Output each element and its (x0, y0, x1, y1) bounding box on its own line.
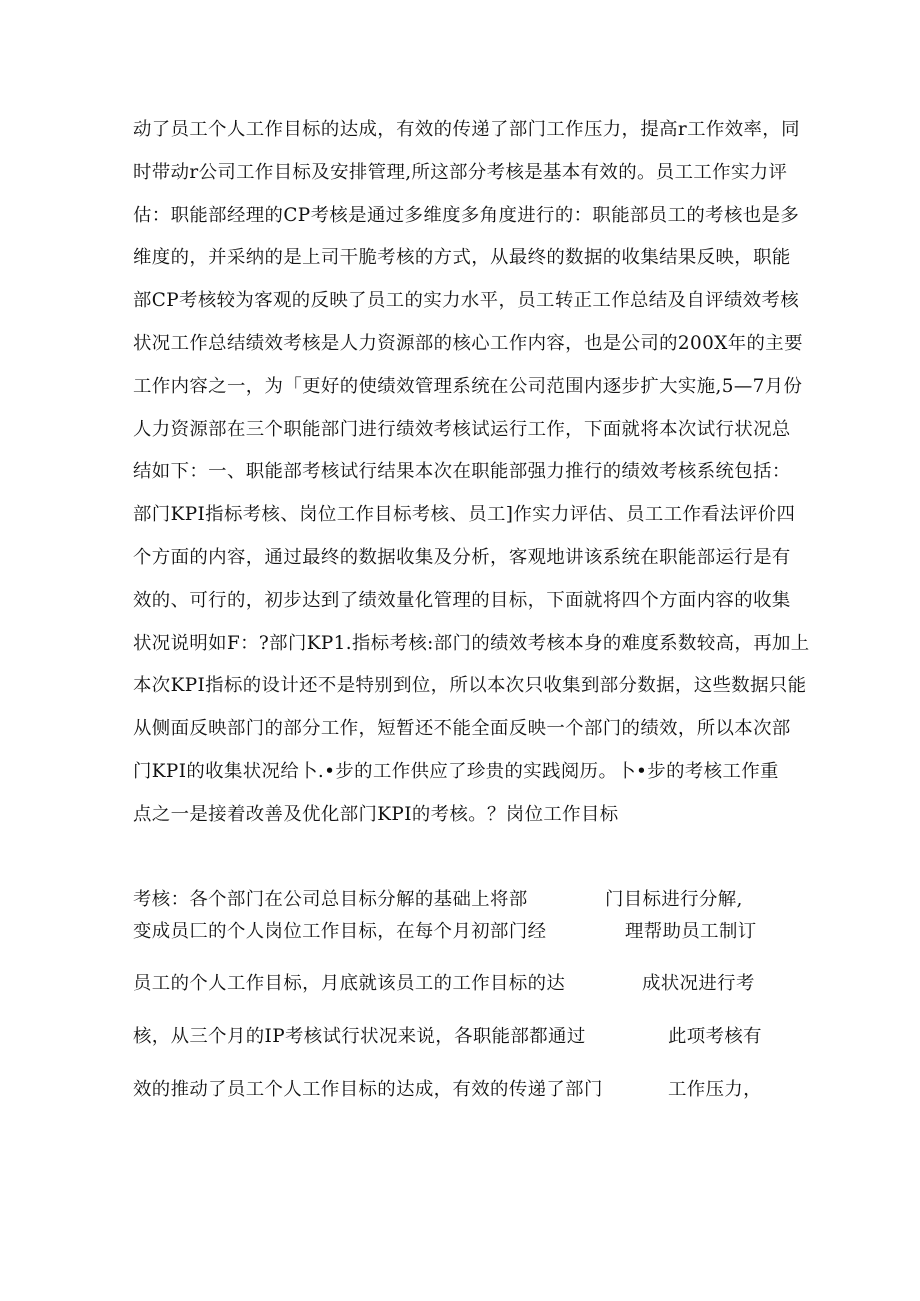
text-line: 估：职能部经理的CP考核是通过多维度多角度进行的：职能部员工的考核也是多 (133, 204, 800, 226)
text-line: 维度的，并采纳的是上司干脆考核的方式，从最终的数据的收集结果反映，职能 (133, 247, 791, 269)
text-segment-right: 工作压力， (668, 1079, 762, 1100)
text-segment-right: 理帮助员工制订 (625, 921, 757, 942)
text-line: 工作内容之一，为「更好的使绩效管理系统在公司范围内逐步扩大实施,5—7月份 (133, 375, 803, 397)
text-line: 结如下：一、职能部考核试行结果本次在职能部强力推行的绩效考核系统包括： (133, 461, 791, 483)
text-line: 个方面的内容，通过最终的数据收集及分析，客观地讲该系统在职能部运行是有 (133, 547, 791, 568)
text-segment-right: 成状况进行考 (642, 973, 755, 994)
text-segment-right: 此项考核有 (668, 1026, 762, 1047)
text-segment-left: 考核：各个部门在公司总目标分解的基础上将部 (133, 889, 528, 910)
text-line: 本次KPI指标的设计还不是特别到位，所以本次只收集到部分数据，这些数据只能 (133, 675, 807, 697)
text-line: 部CP考核较为客观的反映了员工的实力水平，员工转正工作总结及自评绩效考核 (133, 290, 800, 312)
text-line: 人力资源部在三个职能部门进行绩效考核试运行工作，下面就将本次试行状况总 (133, 418, 791, 440)
text-line: 效的、可行的，初步达到了绩效量化管理的目标，下面就将四个方面内容的收集 (133, 589, 791, 611)
text-segment-right: 门目标进行分解, (605, 889, 743, 910)
text-segment-left: 变成员匚的个人岗位工作目标，在每个月初部门经 (133, 921, 547, 942)
text-segment-left: 核，从三个月的IP考核试行状况来说，各职能部都通过 (133, 1026, 586, 1047)
text-segment-left: 效的推动了员工个人工作目标的达成，有效的传递了部门 (133, 1079, 603, 1100)
text-line: 状况说明如F：?部门KP1.指标考核:部门的绩效考核本身的难度系数较高，再加上 (133, 632, 810, 654)
text-line: 门KPI的收集状况给卜.•步的工作供应了珍贵的实践阅历。卜•步的考核工作重 (133, 761, 779, 782)
text-line: 点之一是接着改善及优化部门KPI的考核。？岗位工作目标 (133, 803, 619, 825)
text-segment-left: 员工的个人工作目标，月底就该员工的工作目标的达 (133, 973, 566, 994)
text-line: 部门KPI指标考核、岗位工作目标考核、员工]作实力评估、员工工作看法评价四 (133, 504, 796, 526)
text-line: 时带动r公司工作目标及安排管理,所这部分考核是基本有效的。员工工作实力评 (133, 161, 788, 183)
text-line: 动了员工个人工作目标的达成，有效的传递了部门工作压力，提高r工作效率，同 (133, 119, 800, 140)
text-line: 状况工作总结绩效考核是人力资源部的核心工作内容，也是公司的200X年的主要 (133, 333, 803, 354)
text-line: 从侧面反映部门的部分工作，短暂还不能全面反映一个部门的绩效，所以本次部 (133, 718, 791, 740)
